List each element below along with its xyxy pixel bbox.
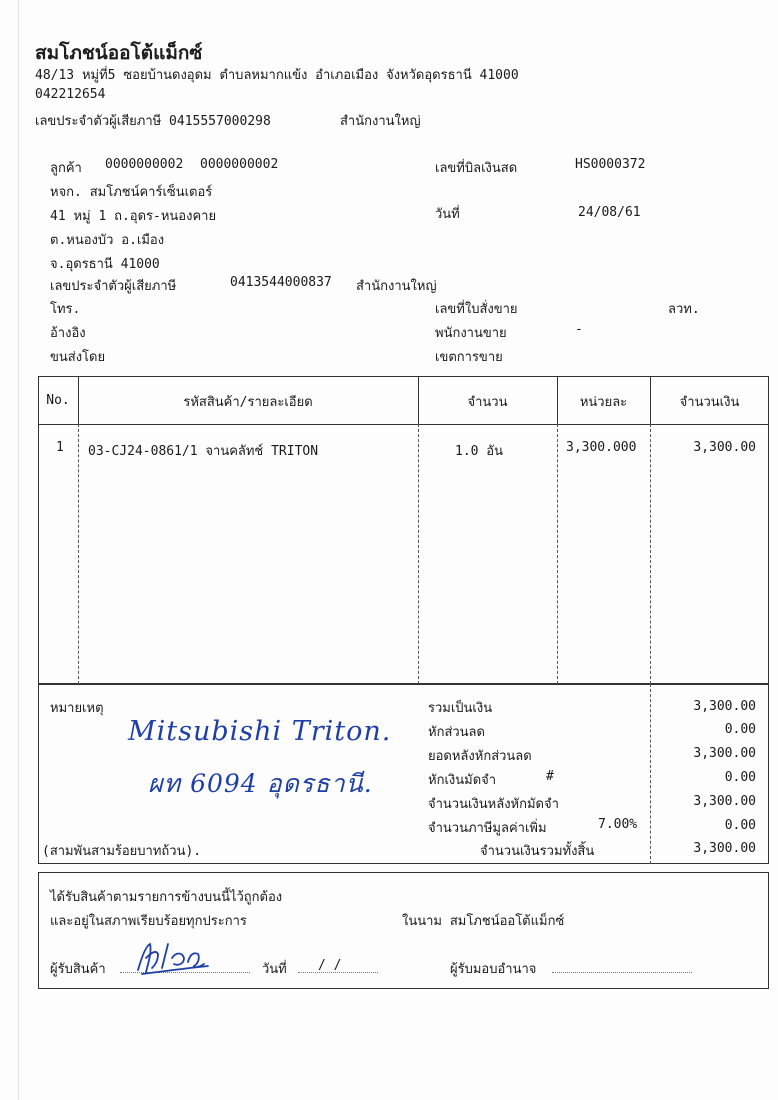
receipt-date-line — [298, 972, 378, 973]
row-unit-price: 3,300.000 — [566, 440, 637, 455]
header-quantity: จำนวน — [467, 395, 508, 410]
col-divider — [557, 424, 558, 684]
customer-label: ลูกค้า — [50, 161, 82, 176]
customer-address-1: 41 หมู่ 1 ถ.อุดร-หนองคาย — [50, 209, 217, 224]
col-divider — [650, 424, 651, 684]
date-label: วันที่ — [435, 207, 460, 222]
customer-phone-label: โทร. — [50, 302, 81, 317]
summary-value-after-deposit: 3,300.00 — [693, 794, 756, 809]
sales-order-label: เลขที่ใบสั่งขาย — [435, 302, 518, 317]
handwritten-plate: ผท 6094 อุดรธานี. — [148, 769, 373, 798]
customer-address-3: จ.อุดรธานี 41000 — [50, 257, 160, 272]
acknowledgement-line-1: ได้รับสินค้าตามรายการข้างบนนี้ไว้ถูกต้อง — [50, 890, 283, 905]
receiver-label: ผู้รับสินค้า — [50, 962, 106, 977]
summary-value-vat: 0.00 — [724, 818, 756, 833]
summary-value-discount: 0.00 — [724, 722, 756, 737]
header-unit-price: หน่วยละ — [579, 395, 628, 410]
acknowledgement-line-2: และอยู่ในสภาพเรียบร้อยทุกประการ — [50, 914, 247, 929]
grand-total-value: 3,300.00 — [693, 841, 756, 856]
customer-tax-label: เลขประจำตัวผู้เสียภาษี — [50, 279, 177, 294]
bill-number: HS0000372 — [575, 157, 646, 172]
handwritten-vehicle: Mitsubishi Triton. — [128, 716, 392, 747]
row-amount: 3,300.00 — [693, 440, 756, 455]
col-divider — [78, 424, 79, 684]
grand-total-label: จำนวนเงินรวมทั้งสิ้น — [480, 844, 595, 859]
company-tax-id: เลขประจำตัวผู้เสียภาษี 0415557000298 — [35, 114, 271, 129]
page-edge-shadow — [18, 0, 19, 1100]
shipping-label: ขนส่งโดย — [50, 350, 106, 365]
receiver-signature — [128, 938, 214, 978]
col-divider — [418, 424, 419, 684]
customer-branch: สำนักงานใหญ่ — [356, 279, 437, 294]
company-phone: 042212654 — [35, 87, 106, 102]
on-behalf-of: ในนาม สมโภชน์ออโต้แม็กซ์ — [402, 914, 565, 929]
sales-area-label: เขตการขาย — [435, 350, 503, 365]
company-name: สมโภชน์ออโต้แม็กซ์ — [35, 42, 203, 64]
customer-code-2: 0000000002 — [200, 157, 279, 172]
receipt-date-value: / / — [318, 958, 342, 973]
row-no: 1 — [56, 440, 64, 455]
summary-label-after-discount: ยอดหลังหักส่วนลด — [428, 749, 532, 764]
summary-value-after-discount: 3,300.00 — [693, 746, 756, 761]
summary-value-deposit: 0.00 — [724, 770, 756, 785]
company-branch: สำนักงานใหญ่ — [340, 114, 421, 129]
header-amount: จำนวนเงิน — [679, 395, 740, 410]
receipt-date-label: วันที่ — [262, 962, 287, 977]
header-description: รหัสสินค้า/รายละเอียด — [183, 395, 313, 410]
reference-label: อ้างอิง — [50, 326, 86, 341]
company-address: 48/13 หมู่ที่5 ซอยบ้านดงอุดม ตำบลหมากแข้ง อำเภอเมือง จังหวัดอุดรธานี 41000 — [35, 68, 519, 83]
items-table — [38, 376, 769, 684]
row-description: 03-CJ24-0861/1 จานคลัทช์ TRITON — [88, 444, 319, 459]
summary-label-vat: จำนวนภาษีมูลค่าเพิ่ม — [428, 821, 547, 836]
table-header-divider — [38, 424, 769, 425]
summary-value-subtotal: 3,300.00 — [693, 699, 756, 714]
row-quantity: 1.0 อัน — [455, 444, 504, 459]
invoice-date: 24/08/61 — [578, 205, 641, 220]
sales-order-value: ลวท. — [668, 302, 700, 317]
authorized-signer-label: ผู้รับมอบอำนาจ — [450, 962, 537, 977]
customer-address-2: ต.หนองบัว อ.เมือง — [50, 233, 165, 248]
salesperson-label: พนักงานขาย — [435, 326, 507, 341]
authorized-signature-line — [552, 972, 692, 973]
header-no: No. — [46, 393, 70, 408]
amount-in-words: (สามพันสามร้อยบาทถ้วน). — [42, 844, 202, 859]
customer-code-1: 0000000002 — [105, 157, 184, 172]
bill-number-label: เลขที่บิลเงินสด — [435, 161, 518, 176]
remark-label: หมายเหตุ — [50, 701, 104, 716]
summary-vat-rate: 7.00% — [598, 817, 638, 832]
summary-label-after-deposit: จำนวนเงินหลังหักมัดจำ — [428, 797, 559, 812]
summary-label-subtotal: รวมเป็นเงิน — [428, 701, 493, 716]
summary-deposit-mark: # — [546, 769, 554, 784]
customer-tax-id: 0413544000837 — [230, 275, 332, 290]
summary-label-discount: หักส่วนลด — [428, 725, 485, 740]
customer-name: หจก. สมโภชน์คาร์เซ็นเตอร์ — [50, 185, 213, 200]
summary-label-deposit: หักเงินมัดจำ — [428, 773, 497, 788]
salesperson-value: - — [575, 322, 583, 337]
